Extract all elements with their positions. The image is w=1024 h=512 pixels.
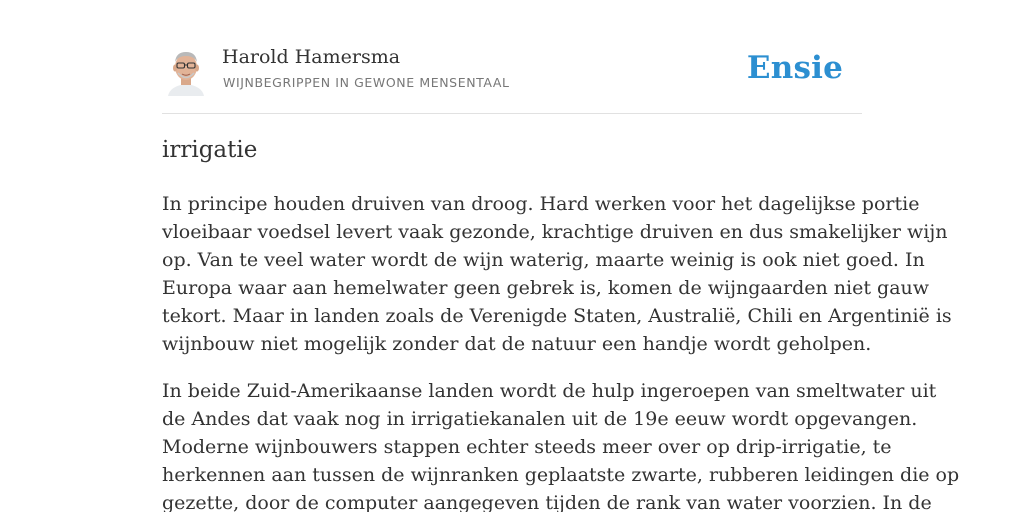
author-avatar[interactable]: [166, 46, 206, 96]
header-divider: [162, 113, 862, 114]
author-photo-icon: [166, 46, 206, 96]
author-header: [162, 40, 862, 113]
author-tagline: WIJNBEGRIPPEN IN GEWONE MENSENTAAL: [223, 75, 510, 90]
text-line: wijnbouw niet mogelijk zonder dat de natuur een handje wordt geholpen.: [162, 333, 872, 355]
text-line: In beide Zuid-Amerikaanse landen wordt de hulp ingeroepen van smeltwater uit: [162, 380, 937, 402]
text-line: herkennen aan tussen de wijnranken geplaatste zwarte, rubberen leidingen die op: [162, 464, 960, 486]
text-line: gezette, door de computer aangegeven tijden de rank van water voorzien. In de: [162, 492, 932, 512]
text-line: tekort. Maar in landen zoals de Verenigde Staten, Australië, Chili en Argentinië is: [162, 305, 952, 327]
entry-body: [162, 190, 960, 512]
text-line: Europa waar aan hemelwater geen gebrek is, komen de wijngaarden niet gauw: [162, 277, 930, 299]
ensie-logo[interactable]: Ensie: [746, 50, 843, 86]
entry-title: irrigatie: [162, 137, 258, 163]
paragraph-2: [162, 377, 960, 512]
author-name[interactable]: Harold Hamersma: [222, 46, 401, 68]
text-line: op. Van te veel water wordt de wijn waterig, maarte weinig is ook niet goed. In: [162, 249, 925, 271]
text-line: Moderne wijnbouwers stappen echter steeds meer over op drip-irrigatie, te: [162, 436, 892, 458]
paragraph-1: [162, 190, 952, 358]
text-line: de Andes dat vaak nog in irrigatiekanalen uit de 19e eeuw wordt opgevangen.: [162, 408, 918, 430]
text-line: In principe houden druiven van droog. Hard werken voor het dagelijkse portie: [162, 193, 920, 215]
text-line: vloeibaar voedsel levert vaak gezonde, krachtige druiven en dus smakelijker wijn: [162, 221, 948, 243]
